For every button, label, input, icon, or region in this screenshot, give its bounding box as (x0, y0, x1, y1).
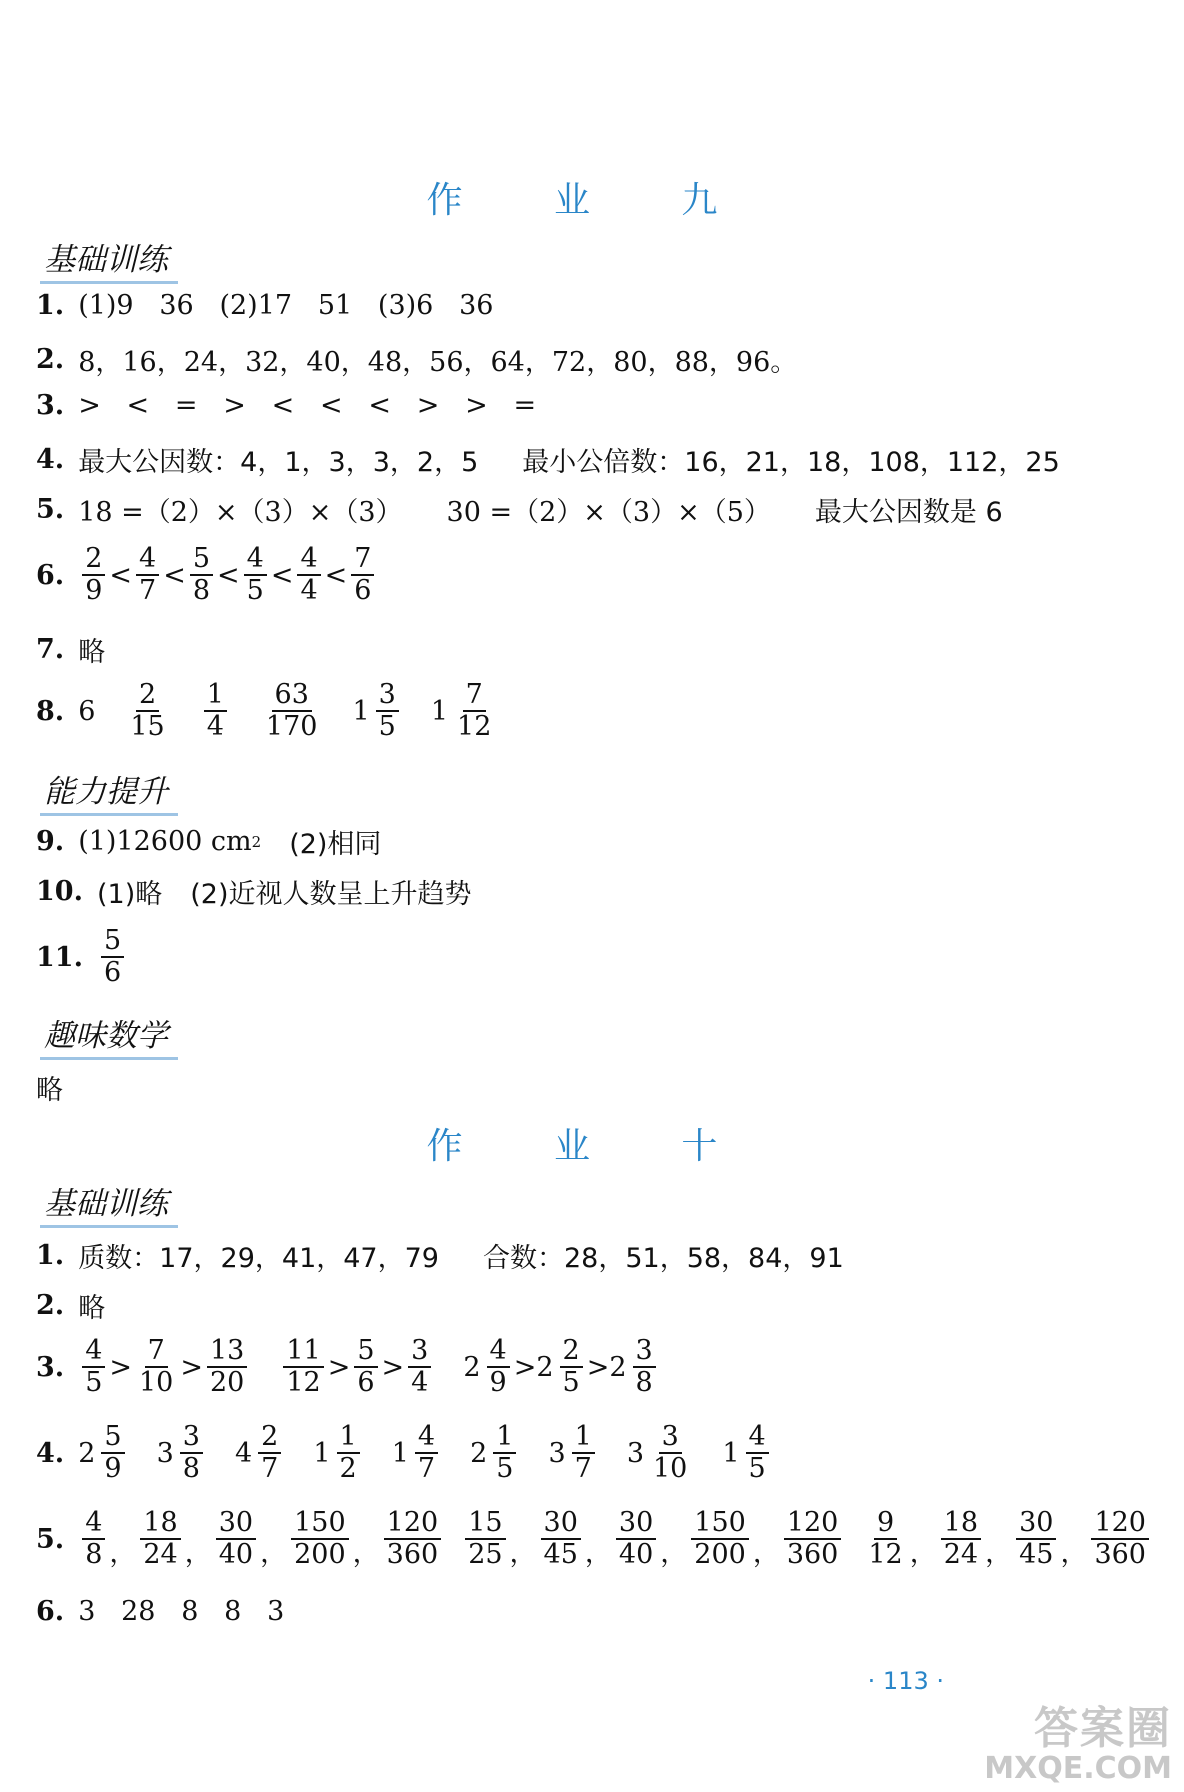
fraction: $\frac{4}{5}$ (82, 1336, 105, 1398)
answer-text: 8，16，24，32，40，48，56，64，72，80，88，96。 (78, 347, 798, 378)
hw10-title: 作 业 十 (426, 1126, 758, 1167)
answer-text: > < = > < < < > > = (78, 390, 537, 421)
hw9-ability-section-title: 能力提升 (40, 766, 178, 816)
q-number: 5. (36, 1523, 65, 1555)
q-number: 2. (36, 1290, 65, 1321)
answer-text: (2)近视人数呈上升趋势 (190, 879, 472, 910)
page-number: · 113 · (867, 1667, 944, 1695)
q-number: 1. (36, 290, 65, 321)
hw9-q2 (36, 340, 797, 379)
less-than-sign: < (270, 559, 294, 591)
q-number: 7. (36, 634, 65, 665)
hw9-q8 (36, 680, 498, 742)
comma: ， (584, 1538, 612, 1570)
fraction: $\frac{2}{9}$ (82, 544, 105, 606)
hw9-fun-answer: 略 (36, 1075, 63, 1106)
fraction: $\frac{1}{4}$ (204, 680, 227, 742)
fraction: $\frac{30}{45}$ (1016, 1508, 1056, 1570)
watermark-logo: 答案圈 MXQE.COM (984, 1703, 1172, 1786)
mixed-whole: 1 (391, 1437, 409, 1469)
fraction: $\frac{1}{5}$ (493, 1422, 516, 1484)
mixed-whole: 3 (548, 1437, 566, 1469)
q-number: 11. (36, 941, 83, 973)
comma: ， (184, 1538, 212, 1570)
fraction: $\frac{4}{7}$ (415, 1422, 438, 1484)
hw10-basic-section-title: 基础训练 (40, 1178, 178, 1228)
hw9-basic-section-title: 基础训练 (40, 234, 178, 284)
q-number: 2. (36, 344, 65, 375)
fraction: $\frac{2}{15}$ (130, 679, 165, 743)
mixed-whole: 3 (156, 1437, 174, 1469)
fraction: $\frac{150}{200}$ (691, 1508, 749, 1570)
less-than-sign: < (109, 559, 132, 591)
mixed-whole: 2 (470, 1437, 488, 1469)
fraction: $\frac{7}{6}$ (351, 544, 374, 606)
hw9-q1 (36, 290, 493, 321)
comma: ， (509, 1538, 537, 1570)
fraction: $\frac{2}{5}$ (560, 1336, 583, 1398)
fraction: $\frac{18}{24}$ (140, 1508, 180, 1570)
superscript: 2 (251, 832, 262, 851)
greater-than-sign: > (381, 1351, 405, 1383)
greater-than-sign: > (180, 1351, 203, 1383)
less-than-sign: < (163, 559, 186, 591)
greater-than-sign: > (109, 1351, 132, 1383)
answer-text: 3 28 8 8 3 (78, 1596, 285, 1627)
answer-text: 略 (78, 637, 106, 668)
fraction: $\frac{4}{7}$ (136, 544, 159, 606)
fraction: $\frac{63}{170}$ (265, 679, 318, 743)
comma: ， (352, 1538, 380, 1570)
fraction: $\frac{5}{6}$ (354, 1336, 377, 1398)
fraction: $\frac{4}{4}$ (297, 544, 320, 606)
composites-answer: 合数：28，51，58，84，91 (482, 1243, 844, 1274)
q-number: 3. (36, 1351, 65, 1383)
fraction: $\frac{7}{10}$ (139, 1335, 174, 1399)
fraction: $\frac{7}{12}$ (457, 679, 492, 743)
hw9-q11 (36, 926, 128, 988)
fraction: $\frac{5}{6}$ (101, 926, 124, 988)
mixed-whole: 1 (430, 695, 449, 727)
comma: ， (909, 1538, 937, 1570)
greater-than-sign: > (513, 1351, 537, 1383)
hw10-q5 (36, 1508, 1153, 1570)
fraction: $\frac{11}{12}$ (283, 1336, 323, 1398)
hw9-q3 (36, 390, 536, 421)
comma: ， (1060, 1538, 1088, 1570)
factorization-30: 30 =（2）×（3）×（5） (446, 497, 771, 528)
hw9-q5 (36, 490, 1003, 529)
hw9-q9 (36, 822, 381, 861)
answer-text: (1)9 36 (2)17 51 (3)6 36 (78, 290, 494, 321)
mixed-whole: 1 (352, 695, 370, 727)
area-answer: (1)12600 cm (78, 826, 252, 857)
comma: ， (985, 1538, 1013, 1570)
greater-than-sign: > (586, 1351, 610, 1383)
comma: ， (109, 1538, 137, 1570)
answer-text: (1)略 (96, 879, 163, 910)
fraction: $\frac{3}{10}$ (653, 1421, 688, 1485)
mixed-whole: 1 (313, 1437, 331, 1469)
fraction: $\frac{13}{20}$ (207, 1336, 247, 1398)
hw9-title: 作 业 九 (426, 180, 758, 221)
q-number: 10. (36, 876, 83, 907)
comma: ， (660, 1538, 688, 1570)
mixed-whole: 2 (609, 1351, 627, 1383)
fraction: $\frac{3}{8}$ (180, 1422, 203, 1484)
q-number: 8. (36, 695, 65, 727)
fraction: $\frac{5}{9}$ (101, 1422, 124, 1484)
hw10-q2 (36, 1286, 105, 1325)
fraction: $\frac{4}{9}$ (487, 1336, 510, 1398)
fraction: $\frac{15}{25}$ (465, 1508, 505, 1570)
hw10-q4 (36, 1422, 773, 1484)
factorization-18: 18 =（2）×（3）×（3） (78, 497, 403, 528)
q-number: 4. (36, 444, 65, 475)
fraction: $\frac{4}{5}$ (244, 544, 267, 606)
fraction: $\frac{150}{200}$ (291, 1508, 349, 1570)
fraction: $\frac{30}{40}$ (216, 1508, 256, 1570)
q-number: 6. (36, 1596, 65, 1627)
fraction: $\frac{5}{8}$ (190, 544, 213, 606)
q-number: 6. (36, 559, 65, 591)
q-number: 4. (36, 1437, 65, 1469)
fraction: $\frac{1}{2}$ (337, 1422, 360, 1484)
q-number: 5. (36, 494, 65, 525)
comma: ， (752, 1538, 780, 1570)
mixed-whole: 2 (536, 1351, 554, 1383)
mixed-whole: 4 (234, 1437, 253, 1469)
fraction: $\frac{18}{24}$ (941, 1508, 981, 1570)
mixed-whole: 1 (722, 1437, 740, 1469)
fraction: $\frac{1}{7}$ (572, 1422, 595, 1484)
fraction: $\frac{3}{5}$ (376, 680, 399, 742)
mixed-whole: 2 (463, 1351, 481, 1383)
fraction: $\frac{2}{7}$ (258, 1422, 281, 1484)
primes-answer: 质数：17，29，41，47，79 (78, 1243, 439, 1274)
q-number: 3. (36, 390, 65, 421)
gcd-result: 最大公因数是 6 (814, 497, 1003, 528)
fraction: $\frac{3}{8}$ (633, 1336, 656, 1398)
less-than-sign: < (217, 559, 240, 591)
answer-text: 略 (78, 1293, 106, 1324)
comma: ， (260, 1538, 288, 1570)
fraction: $\frac{30}{40}$ (616, 1508, 656, 1570)
answer-text: (2)相同 (289, 829, 382, 860)
answer-value: 6 (78, 695, 96, 727)
hw9-q4 (36, 440, 1060, 479)
hw9-fun-section-title: 趣味数学 (40, 1010, 178, 1060)
gcd-answers: 最大公因数：4，1，3，3，2，5 (78, 447, 479, 478)
q-number: 9. (36, 826, 65, 857)
hw9-q6 (36, 544, 378, 606)
greater-than-sign: > (327, 1351, 351, 1383)
fraction: $\frac{120}{360}$ (784, 1508, 842, 1570)
fraction: $\frac{30}{45}$ (541, 1508, 581, 1570)
fraction: $\frac{3}{4}$ (408, 1336, 431, 1398)
hw9-q7 (36, 630, 105, 669)
hw10-q3 (36, 1336, 660, 1398)
fraction: $\frac{4}{8}$ (82, 1508, 105, 1570)
q-number: 1. (36, 1240, 65, 1271)
lcm-answers: 最小公倍数：16，21，18，108，112，25 (522, 447, 1060, 478)
fraction: $\frac{120}{360}$ (1091, 1508, 1149, 1570)
mixed-whole: 3 (626, 1437, 644, 1469)
less-than-sign: < (324, 559, 348, 591)
fraction: $\frac{120}{360}$ (384, 1508, 442, 1570)
hw10-q6 (36, 1596, 284, 1627)
mixed-whole: 2 (78, 1437, 96, 1469)
fraction: $\frac{4}{5}$ (746, 1422, 769, 1484)
hw9-q10 (36, 872, 471, 911)
fraction: $\frac{9}{12}$ (868, 1507, 903, 1571)
hw10-q1 (36, 1236, 844, 1275)
